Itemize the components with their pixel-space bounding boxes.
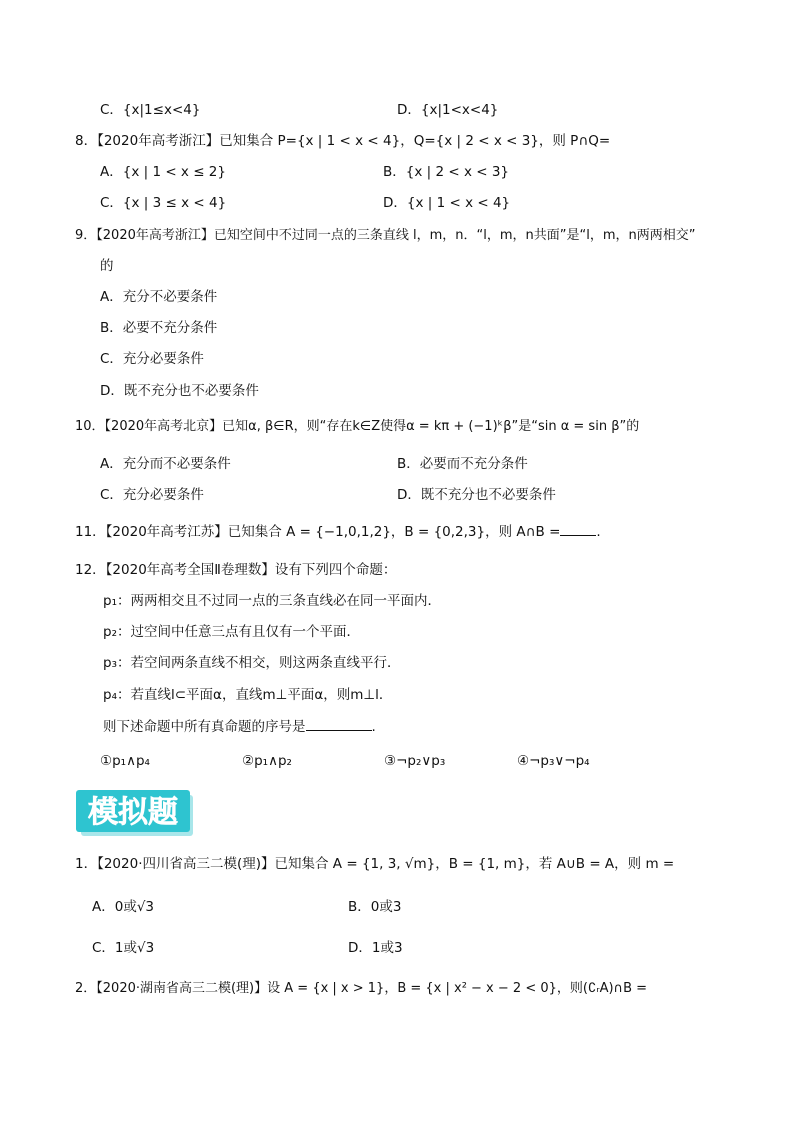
q10-option-d: D．既不充分也不必要条件 (397, 487, 556, 503)
q12-proposition-p2: p₂：过空间中任意三点有且仅有一个平面． (103, 624, 360, 640)
answer-blank (560, 535, 596, 536)
q10-stem: 10．【2020年高考北京】已知α, β∈R，则“存在k∈Z使得α = kπ + (−1)ᵏβ”是“sin α = sin β”的 (75, 419, 640, 434)
section-badge (76, 788, 196, 838)
mock1-option-a: A．0或√3 (92, 899, 155, 915)
q12-option-4: ④¬p₃∨¬p₄ (517, 753, 590, 769)
mock2-stem: 2．【2020·湖南省高三二模(理)】设 A = {x | x > 1}，B = {x | x² − x − 2 < 0}，则(∁ᵣA)∩B = (75, 981, 648, 996)
q12-proposition-p4: p₄：若直线l⊂平面α，直线m⊥平面α，则m⊥l． (103, 687, 393, 703)
q12-option-2: ②p₁∧p₂ (242, 753, 292, 769)
q11-stem: 11．【2020年高考江苏】已知集合 A = {−1,0,1,2}，B = {0,2,3}，则 A∩B = . (75, 524, 601, 540)
q10-option-c: C．充分必要条件 (100, 487, 204, 503)
q12-option-1: ①p₁∧p₄ (100, 753, 150, 769)
q8-option-d: D．{x | 1 < x < 4} (383, 195, 511, 211)
mock1-option-d: D．1或3 (348, 940, 403, 956)
answer-blank (306, 730, 372, 731)
q8-option-c: C．{x | 3 ≤ x < 4} (100, 195, 227, 211)
q7-option-d: D．{x|1<x<4} (397, 102, 499, 118)
q12-proposition-p3: p₃：若空间两条直线不相交，则这两条直线平行． (103, 655, 401, 671)
q9-option-b: B．必要不充分条件 (100, 320, 218, 336)
q7-option-c: C．{x|1≤x<4} (100, 102, 201, 118)
q9-stem: 9．【2020年高考浙江】已知空间中不过同一点的三条直线 l，m，n．“l，m，n共面”是“l，m，n两两相交” (75, 228, 696, 243)
q10-option-a: A．充分而不必要条件 (100, 456, 231, 472)
q9-option-c: C．充分必要条件 (100, 351, 204, 367)
q12-stem: 12．【2020年高考全国Ⅱ卷理数】设有下列四个命题： (75, 562, 397, 578)
q8-stem: 8．【2020年高考浙江】已知集合 P={x | 1 < x < 4}，Q={x | 2 < x < 3}，则 P∩Q= (75, 133, 611, 149)
q9-option-a: A．充分不必要条件 (100, 289, 218, 305)
mock1-option-c: C．1或√3 (92, 940, 155, 956)
q9-option-d: D．既不充分也不必要条件 (100, 383, 259, 399)
q8-option-b: B．{x | 2 < x < 3} (383, 164, 510, 180)
q10-option-b: B．必要而不充分条件 (397, 456, 528, 472)
mock1-option-b: B．0或3 (348, 899, 402, 915)
q12-question: 则下述命题中所有真命题的序号是 . (103, 719, 376, 735)
q8-option-a: A．{x | 1 < x ≤ 2} (100, 164, 226, 180)
mock1-stem: 1．【2020·四川省高三二模(理)】已知集合 A = {1, 3, √m}，B = {1, m}，若 A∪B = A，则 m = (75, 856, 675, 872)
q12-proposition-p1: p₁：两两相交且不过同一点的三条直线必在同一平面内． (103, 593, 441, 609)
q12-option-3: ③¬p₂∨p₃ (384, 753, 446, 769)
q9-stem-cont: 的 (100, 258, 114, 274)
section-badge-label: 模拟题 (88, 795, 178, 830)
